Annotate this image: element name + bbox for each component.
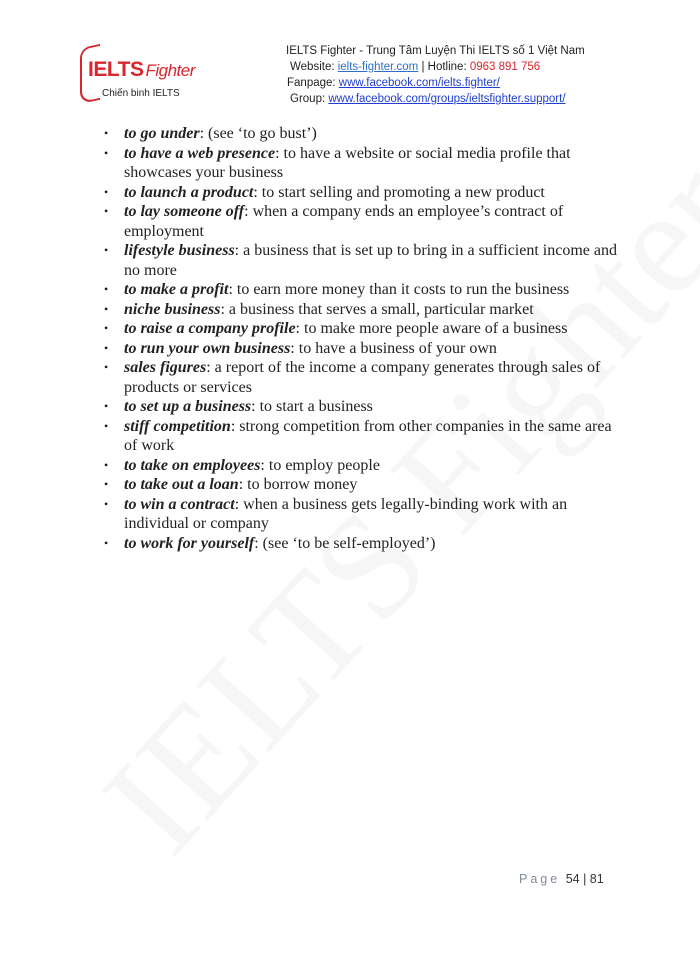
glossary-definition: : a business that serves a small, particular market	[220, 300, 534, 318]
glossary-item	[106, 183, 626, 203]
glossary-term: to launch a product	[124, 183, 254, 201]
glossary-definition: : a report of the income a company generates through sales of products or services	[124, 359, 601, 396]
glossary-term: to make a profit	[124, 281, 229, 298]
glossary-item	[106, 241, 626, 280]
glossary-item	[106, 202, 626, 241]
logo-wordmark	[88, 58, 195, 82]
header-fanpage-line	[286, 75, 585, 91]
glossary-term: to take on employees	[124, 456, 261, 474]
glossary-definition: : to make more people aware of a business	[295, 320, 568, 337]
glossary-item	[106, 280, 626, 300]
glossary-item	[106, 495, 626, 534]
website-label: Website:	[290, 61, 338, 73]
glossary-term: to go under	[124, 125, 200, 142]
fanpage-link[interactable]: www.facebook.com/ielts.fighter/	[338, 77, 500, 89]
glossary-definition: : to start selling and promoting a new product	[253, 183, 545, 201]
glossary-definition: : to have a website or social media profile that showcases your business	[124, 144, 571, 181]
glossary-item	[106, 456, 626, 476]
glossary-term: to run your own business	[124, 339, 291, 357]
page-label: Page	[519, 872, 561, 886]
fanpage-label: Fanpage:	[287, 77, 339, 89]
glossary-term: niche business	[124, 300, 221, 318]
group-label: Group:	[290, 93, 329, 105]
total-pages: 81	[589, 872, 604, 886]
glossary-definition: : a business that is set up to bring in a sufficient income and no more	[124, 242, 617, 279]
website-link[interactable]: ielts-fighter.com	[337, 61, 419, 73]
glossary-definition: : when a business gets legally-binding work with an individual or company	[124, 495, 568, 532]
glossary-definition: : to borrow money	[238, 476, 358, 493]
hotline-number: 0963 891 756	[469, 61, 541, 73]
glossary-term: sales figures	[124, 359, 207, 376]
page-number-footer	[519, 872, 604, 886]
glossary-term: stiff competition	[124, 417, 231, 435]
glossary-definition: : (see ‘to go bust’)	[199, 125, 317, 142]
glossary-definition: : to employ people	[260, 456, 380, 474]
glossary-term: to have a web presence	[124, 144, 276, 162]
glossary-term: to win a contract	[124, 495, 235, 513]
logo-brand-script: Fighter	[145, 61, 195, 80]
header-title: IELTS Fighter - Trung Tâm Luyện Thi IELTS số 1 Việt Nam	[286, 45, 585, 57]
glossary-item	[106, 417, 626, 456]
glossary-item	[106, 534, 626, 554]
glossary-definition: : to start a business	[251, 398, 373, 415]
page-separator: |	[579, 872, 590, 886]
ielts-fighter-logo	[78, 44, 208, 104]
glossary-definition: : (see ‘to be self-employed’)	[254, 534, 436, 552]
current-page: 54	[565, 872, 580, 886]
glossary-item	[106, 319, 626, 339]
glossary-item	[106, 300, 626, 320]
glossary-term: to set up a business	[124, 398, 252, 415]
glossary-item	[106, 124, 626, 144]
header-contact-info	[286, 43, 585, 107]
hotline-label: | Hotline:	[418, 61, 470, 73]
glossary-list	[106, 124, 626, 553]
header-group-line	[286, 91, 585, 107]
group-link[interactable]: www.facebook.com/groups/ieltsfighter.support/	[328, 93, 566, 105]
glossary-term: to work for yourself	[124, 534, 255, 552]
logo-brand-main: IELTS	[88, 58, 144, 81]
glossary-item	[106, 339, 626, 359]
glossary-term: to take out a loan	[124, 476, 239, 493]
glossary-item	[106, 358, 626, 397]
glossary-term: to raise a company profile	[124, 320, 296, 337]
glossary-definition: : to earn more money than it costs to run the business	[228, 281, 570, 298]
logo-tagline: Chiến binh IELTS	[102, 88, 180, 99]
header-website-line	[286, 59, 585, 75]
glossary-definition: : strong competition from other companies in the same area of work	[124, 417, 612, 454]
glossary-item	[106, 397, 626, 417]
glossary-term: lifestyle business	[124, 242, 235, 259]
glossary-definition: : when a company ends an employee’s contract of employment	[124, 203, 564, 240]
glossary-item	[106, 144, 626, 183]
glossary-item	[106, 475, 626, 495]
glossary-definition: : to have a business of your own	[290, 339, 497, 357]
glossary-term: to lay someone off	[124, 203, 245, 220]
